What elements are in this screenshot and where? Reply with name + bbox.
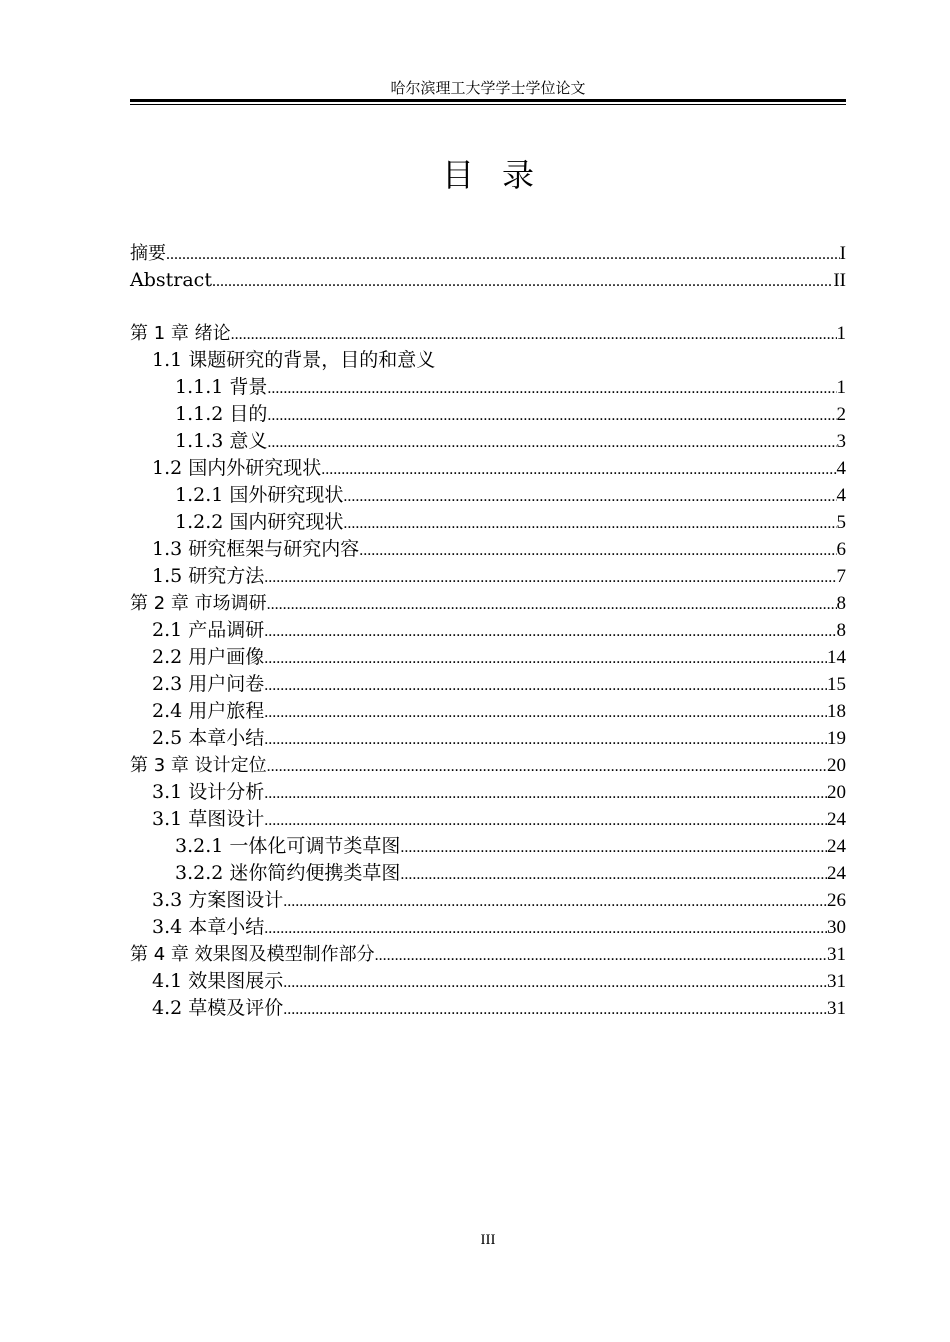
toc-entry-page: 6 bbox=[836, 539, 846, 560]
toc-entry-page: 20 bbox=[827, 782, 846, 803]
toc-entry-label: 第 2 章 市场调研 bbox=[130, 593, 267, 614]
toc-entry-page: 26 bbox=[827, 890, 846, 911]
toc-entry[interactable] bbox=[130, 995, 846, 1022]
toc-entry[interactable] bbox=[130, 428, 846, 455]
toc-entry-page: 2 bbox=[836, 404, 846, 425]
toc-entry[interactable] bbox=[130, 347, 846, 374]
toc-entry-label: 1.2.1 国外研究现状 bbox=[175, 484, 344, 506]
toc-entry-label: 第 3 章 设计定位 bbox=[130, 755, 267, 776]
toc-entry-label: 1.1 课题研究的背景，目的和意义 bbox=[152, 349, 436, 371]
toc-entry-label: 1.3 研究框架与研究内容 bbox=[152, 538, 360, 560]
toc-entry-page: 7 bbox=[836, 566, 846, 587]
toc-entry-label: 2.1 产品调研 bbox=[152, 619, 265, 641]
toc-entry-page: 14 bbox=[827, 647, 846, 668]
toc-entry[interactable] bbox=[130, 563, 846, 590]
toc-entry-page: 8 bbox=[836, 593, 846, 614]
toc-entry-label: 2.4 用户旅程 bbox=[152, 700, 265, 722]
toc-entry[interactable] bbox=[130, 725, 846, 752]
toc-entry-page: II bbox=[833, 270, 846, 291]
toc-leader-dots bbox=[264, 699, 827, 726]
toc-entry-page: 31 bbox=[827, 971, 846, 992]
running-header: 哈尔滨理工大学学士学位论文 bbox=[390, 79, 586, 97]
toc-entry-label: 2.3 用户问卷 bbox=[152, 673, 265, 695]
toc-entry-label: 1.5 研究方法 bbox=[152, 565, 265, 587]
toc-entry-label: 4.1 效果图展示 bbox=[152, 970, 284, 992]
toc-leader-dots bbox=[264, 645, 827, 672]
toc-leader-dots bbox=[267, 402, 836, 429]
toc-entry[interactable] bbox=[130, 320, 846, 347]
table-of-contents bbox=[130, 240, 846, 1022]
toc-title: 目录 bbox=[441, 156, 562, 194]
toc-leader-dots bbox=[267, 429, 836, 456]
toc-entry[interactable] bbox=[130, 968, 846, 995]
toc-entry[interactable] bbox=[130, 401, 846, 428]
header-rule-thin bbox=[130, 104, 846, 105]
toc-entry[interactable] bbox=[130, 698, 846, 725]
toc-entry[interactable] bbox=[130, 860, 846, 887]
toc-entry[interactable] bbox=[130, 455, 846, 482]
toc-leader-dots bbox=[283, 969, 827, 996]
toc-entry[interactable] bbox=[130, 374, 846, 401]
toc-entry-page: 4 bbox=[836, 458, 846, 479]
toc-leader-dots bbox=[375, 942, 827, 969]
toc-leader-dots bbox=[321, 456, 836, 483]
toc-entry-label: 1.2.2 国内研究现状 bbox=[175, 511, 344, 533]
toc-entry[interactable] bbox=[130, 941, 846, 968]
toc-entry[interactable] bbox=[130, 590, 846, 617]
toc-leader-dots bbox=[267, 753, 827, 780]
toc-leader-dots bbox=[343, 483, 836, 510]
toc-entry-page: 31 bbox=[827, 998, 846, 1019]
toc-leader-dots bbox=[264, 726, 827, 753]
toc-leader-dots bbox=[264, 780, 827, 807]
toc-entry-label: 3.1 草图设计 bbox=[152, 808, 265, 830]
toc-entry[interactable] bbox=[130, 833, 846, 860]
toc-entry-label: 3.2.2 迷你简约便携类草图 bbox=[175, 862, 401, 884]
toc-leader-dots bbox=[359, 537, 836, 564]
toc-entry-page: 18 bbox=[827, 701, 846, 722]
toc-leader-dots bbox=[264, 672, 827, 699]
toc-entry-label: 1.1.3 意义 bbox=[175, 430, 268, 452]
toc-entry[interactable] bbox=[130, 240, 846, 267]
toc-entry-label: 3.3 方案图设计 bbox=[152, 889, 284, 911]
toc-leader-dots bbox=[264, 564, 836, 591]
toc-entry-page: 3 bbox=[836, 431, 846, 452]
toc-entry[interactable] bbox=[130, 806, 846, 833]
toc-entry-page: 24 bbox=[827, 863, 846, 884]
toc-entry-label: 第 1 章 绪论 bbox=[130, 323, 231, 344]
toc-entry-label: 2.5 本章小结 bbox=[152, 727, 265, 749]
toc-leader-dots bbox=[400, 834, 827, 861]
toc-gap bbox=[130, 294, 846, 320]
page-number: III bbox=[480, 1232, 496, 1248]
toc-leader-dots bbox=[267, 375, 836, 402]
toc-entry-page: 1 bbox=[836, 377, 846, 398]
toc-entry-page: 31 bbox=[827, 944, 846, 965]
toc-entry[interactable] bbox=[130, 644, 846, 671]
toc-entry[interactable] bbox=[130, 267, 846, 294]
toc-entry-label: 3.2.1 一体化可调节类草图 bbox=[175, 835, 401, 857]
toc-entry[interactable] bbox=[130, 671, 846, 698]
toc-entry[interactable] bbox=[130, 752, 846, 779]
toc-entry-page: I bbox=[839, 243, 846, 264]
header-rule-thick bbox=[130, 99, 846, 102]
toc-entry-label: Abstract bbox=[130, 269, 212, 291]
toc-leader-dots bbox=[212, 268, 833, 295]
toc-entry[interactable] bbox=[130, 779, 846, 806]
toc-entry-label: 摘要 bbox=[130, 243, 166, 264]
toc-entry[interactable] bbox=[130, 617, 846, 644]
toc-entry-label: 3.1 设计分析 bbox=[152, 781, 265, 803]
toc-entry-page: 30 bbox=[827, 917, 846, 938]
toc-leader-dots bbox=[283, 888, 827, 915]
toc-entry-page: 19 bbox=[827, 728, 846, 749]
toc-leader-dots bbox=[264, 915, 827, 942]
toc-leader-dots bbox=[283, 996, 827, 1023]
toc-entry[interactable] bbox=[130, 509, 846, 536]
toc-entry-label: 第 4 章 效果图及模型制作部分 bbox=[130, 944, 375, 965]
toc-entry-page: 20 bbox=[827, 755, 846, 776]
toc-leader-dots bbox=[267, 591, 837, 618]
toc-entry-label: 1.2 国内外研究现状 bbox=[152, 457, 322, 479]
toc-leader-dots bbox=[264, 618, 836, 645]
toc-leader-dots bbox=[343, 510, 836, 537]
toc-entry[interactable] bbox=[130, 482, 846, 509]
toc-entry-page: 24 bbox=[827, 836, 846, 857]
toc-entry-label: 3.4 本章小结 bbox=[152, 916, 265, 938]
toc-leader-dots bbox=[231, 321, 837, 348]
toc-entry-page: 8 bbox=[836, 620, 846, 641]
toc-leader-dots bbox=[400, 861, 827, 888]
toc-entry-label: 2.2 用户画像 bbox=[152, 646, 265, 668]
toc-entry-page: 4 bbox=[836, 485, 846, 506]
toc-entry-label: 1.1.2 目的 bbox=[175, 403, 268, 425]
toc-entry-page: 1 bbox=[836, 323, 846, 344]
toc-entry-page: 24 bbox=[827, 809, 846, 830]
toc-leader-dots bbox=[166, 241, 840, 268]
toc-entry[interactable] bbox=[130, 914, 846, 941]
toc-entry-page: 5 bbox=[836, 512, 846, 533]
toc-entry[interactable] bbox=[130, 887, 846, 914]
toc-entry[interactable] bbox=[130, 536, 846, 563]
toc-entry-page: 15 bbox=[827, 674, 846, 695]
toc-entry-label: 1.1.1 背景 bbox=[175, 376, 268, 398]
toc-leader-dots bbox=[264, 807, 827, 834]
toc-entry-label: 4.2 草模及评价 bbox=[152, 997, 284, 1019]
